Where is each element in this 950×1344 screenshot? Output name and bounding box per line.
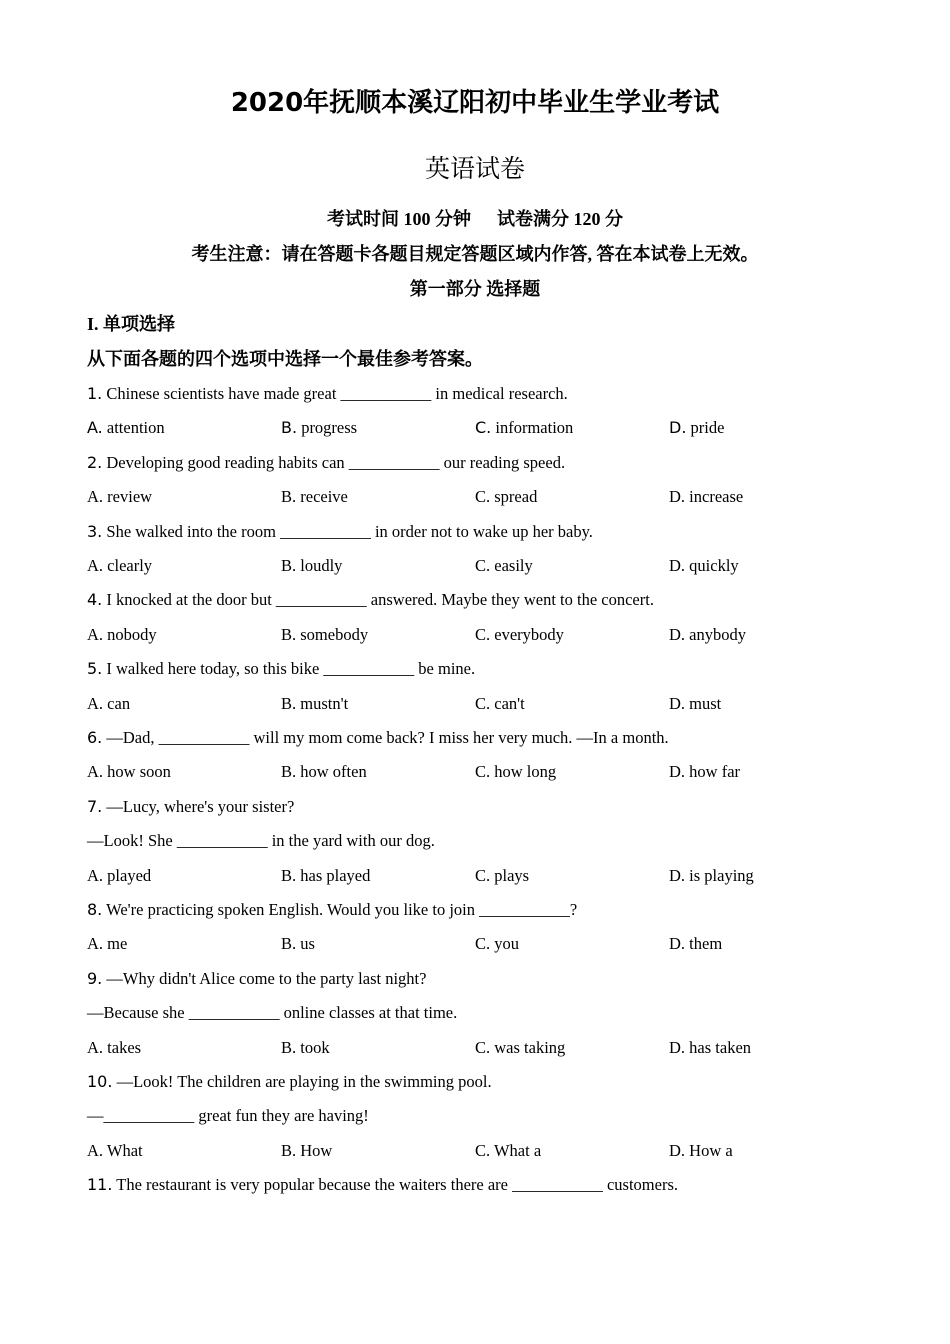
question-stem	[87, 1173, 867, 1197]
option-c: C. was taking	[475, 1038, 566, 1057]
question-number: 4.	[87, 590, 103, 609]
exam-info	[0, 207, 950, 231]
options-row	[87, 416, 867, 440]
option-b: B. somebody	[281, 625, 369, 644]
option-c: C. you	[475, 934, 520, 953]
question-number: 10.	[87, 1072, 113, 1091]
option-a: A. What	[87, 1141, 143, 1160]
option-c: C. spread	[475, 487, 538, 506]
question-number: 3.	[87, 522, 103, 541]
exam-score: 试卷满分 120 分	[497, 209, 623, 229]
question-text: We're practicing spoken English. Would you like to join ___________?	[106, 900, 578, 919]
question-number: 6.	[87, 728, 103, 747]
options-row	[87, 485, 867, 509]
option-a: A. nobody	[87, 625, 157, 644]
question-number: 7.	[87, 797, 103, 816]
option-c: C. how long	[475, 762, 557, 781]
option-d: D. How a	[669, 1141, 733, 1160]
option-text: pride	[690, 418, 725, 437]
question-text: I knocked at the door but ___________ answered. Maybe they went to the concert.	[106, 590, 654, 609]
option-b: B. has played	[281, 866, 371, 885]
option-c: C. everybody	[475, 625, 564, 644]
options-row	[87, 864, 867, 888]
question-stem	[87, 657, 867, 681]
option-c: C. What a	[475, 1141, 542, 1160]
option-d: D. how far	[669, 762, 741, 781]
exam-title: 2020年抚顺本溪辽阳初中毕业生学业考试	[230, 88, 720, 118]
question-stem	[87, 451, 867, 475]
question-number: 2.	[87, 453, 103, 472]
option-text: progress	[301, 418, 358, 437]
question-line	[87, 1001, 867, 1025]
question-number: 8.	[87, 900, 103, 919]
exam-time: 考试时间 100 分钟	[327, 209, 471, 229]
option-b: B. receive	[281, 487, 348, 506]
option-d: D. must	[669, 694, 722, 713]
question-number: 5.	[87, 659, 103, 678]
options-row	[87, 1139, 867, 1163]
exam-notice: 考生注意：请在答题卡各题目规定答题区域内作答, 答在本试卷上无效。	[191, 244, 759, 264]
question-stem	[87, 898, 867, 922]
option-b: B. took	[281, 1038, 330, 1057]
question-number: 9.	[87, 969, 103, 988]
exam-subtitle: 英语试卷	[424, 154, 525, 183]
option-text: information	[495, 418, 574, 437]
question-stem	[87, 520, 867, 544]
option-b: B. us	[281, 934, 315, 953]
option-d: D. is playing	[669, 866, 754, 885]
option-a	[87, 416, 165, 440]
options-row	[87, 932, 867, 956]
option-b: B. How	[281, 1141, 333, 1160]
question-stem	[87, 726, 867, 750]
option-a: A. clearly	[87, 556, 153, 575]
option-a: A. review	[87, 487, 153, 506]
option-d	[669, 416, 724, 440]
question-text: Chinese scientists have made great ___________ in medical research.	[106, 384, 568, 403]
option-b: B. how often	[281, 762, 367, 781]
option-c: C. can't	[475, 694, 525, 713]
option-a: A. takes	[87, 1038, 142, 1057]
question-stem	[87, 967, 867, 991]
option-text: attention	[106, 418, 165, 437]
option-b	[281, 416, 357, 440]
part-heading: 第一部分 选择题	[409, 279, 541, 299]
options-row	[87, 554, 867, 578]
option-c: C. easily	[475, 556, 533, 575]
question-stem	[87, 795, 867, 819]
section-directions: 从下面各题的四个选项中选择一个最佳参考答案。	[87, 349, 483, 369]
option-letter: C.	[475, 418, 492, 437]
option-letter: D.	[669, 418, 687, 437]
question-line	[87, 829, 867, 853]
option-d: D. increase	[669, 487, 744, 506]
option-d: D. anybody	[669, 625, 746, 644]
question-text: —Look! She ___________ in the yard with our dog.	[87, 831, 435, 850]
option-c: C. plays	[475, 866, 530, 885]
question-number: 1.	[87, 384, 103, 403]
option-d: D. them	[669, 934, 723, 953]
question-text: I walked here today, so this bike ___________ be mine.	[106, 659, 476, 678]
question-text: —___________ great fun they are having!	[87, 1106, 369, 1125]
question-stem	[87, 1070, 867, 1094]
option-d: D. has taken	[669, 1038, 752, 1057]
option-a: A. can	[87, 694, 131, 713]
option-letter: B.	[281, 418, 298, 437]
options-row	[87, 623, 867, 647]
question-stem	[87, 588, 867, 612]
option-a: A. played	[87, 866, 152, 885]
question-text: —Look! The children are playing in the swimming pool.	[116, 1072, 492, 1091]
question-number: 11.	[87, 1175, 113, 1194]
options-row	[87, 1036, 867, 1060]
options-row	[87, 692, 867, 716]
question-text: The restaurant is very popular because the waiters there are ___________ customers.	[116, 1175, 678, 1194]
question-text: —Lucy, where's your sister?	[106, 797, 295, 816]
section-heading: I. 单项选择	[87, 314, 176, 334]
option-b: B. loudly	[281, 556, 343, 575]
question-text: —Why didn't Alice come to the party last night?	[106, 969, 427, 988]
option-d: D. quickly	[669, 556, 739, 575]
options-row	[87, 760, 867, 784]
question-line	[87, 1104, 867, 1128]
option-a: A. how soon	[87, 762, 171, 781]
option-c	[475, 416, 573, 440]
question-text: She walked into the room ___________ in order not to wake up her baby.	[106, 522, 593, 541]
question-text: —Dad, ___________ will my mom come back? I miss her very much. —In a month.	[106, 728, 669, 747]
option-b: B. mustn't	[281, 694, 349, 713]
option-a: A. me	[87, 934, 128, 953]
question-stem	[87, 382, 867, 406]
question-text: —Because she ___________ online classes at that time.	[87, 1003, 458, 1022]
option-letter: A.	[87, 418, 103, 437]
question-text: Developing good reading habits can ___________ our reading speed.	[106, 453, 566, 472]
